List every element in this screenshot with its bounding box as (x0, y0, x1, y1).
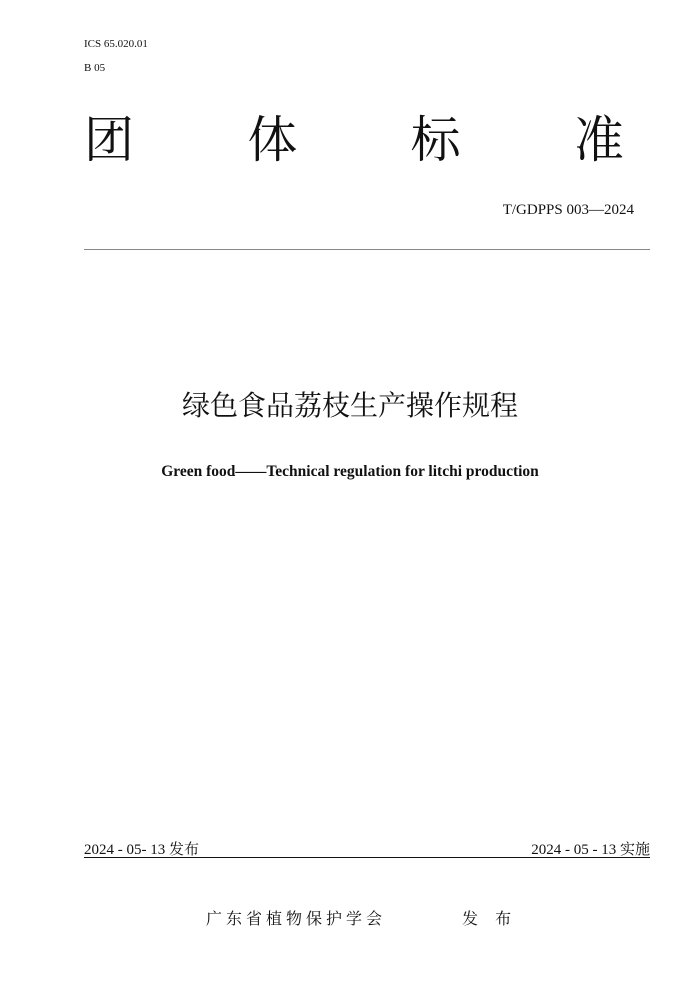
footer-divider (84, 857, 650, 858)
implementation-date: 2024 - 05 - 13 实施 (531, 842, 650, 858)
header-divider (84, 249, 650, 250)
standard-number: T/GDPPS 003—2024 (502, 202, 634, 218)
heading-char-2: 体 (247, 111, 298, 169)
heading-char-1: 团 (84, 111, 134, 169)
ics-code: ICS 65.020.01 (84, 38, 148, 50)
issue-date: 2024 - 05- 13 发布 (84, 842, 199, 858)
ccs-code: B 05 (84, 62, 106, 74)
document-title-chinese: 绿色食品荔枝生产操作规程 (181, 389, 518, 422)
heading-char-3: 标 (410, 111, 461, 169)
document-title-english: Green food——Technical regulation for litchi production (161, 463, 539, 480)
heading-char-4: 准 (573, 111, 624, 169)
standard-type-heading (84, 108, 624, 172)
publisher-name: 广东省植物保护学会 (206, 909, 387, 928)
publish-label: 发 布 (462, 909, 518, 928)
